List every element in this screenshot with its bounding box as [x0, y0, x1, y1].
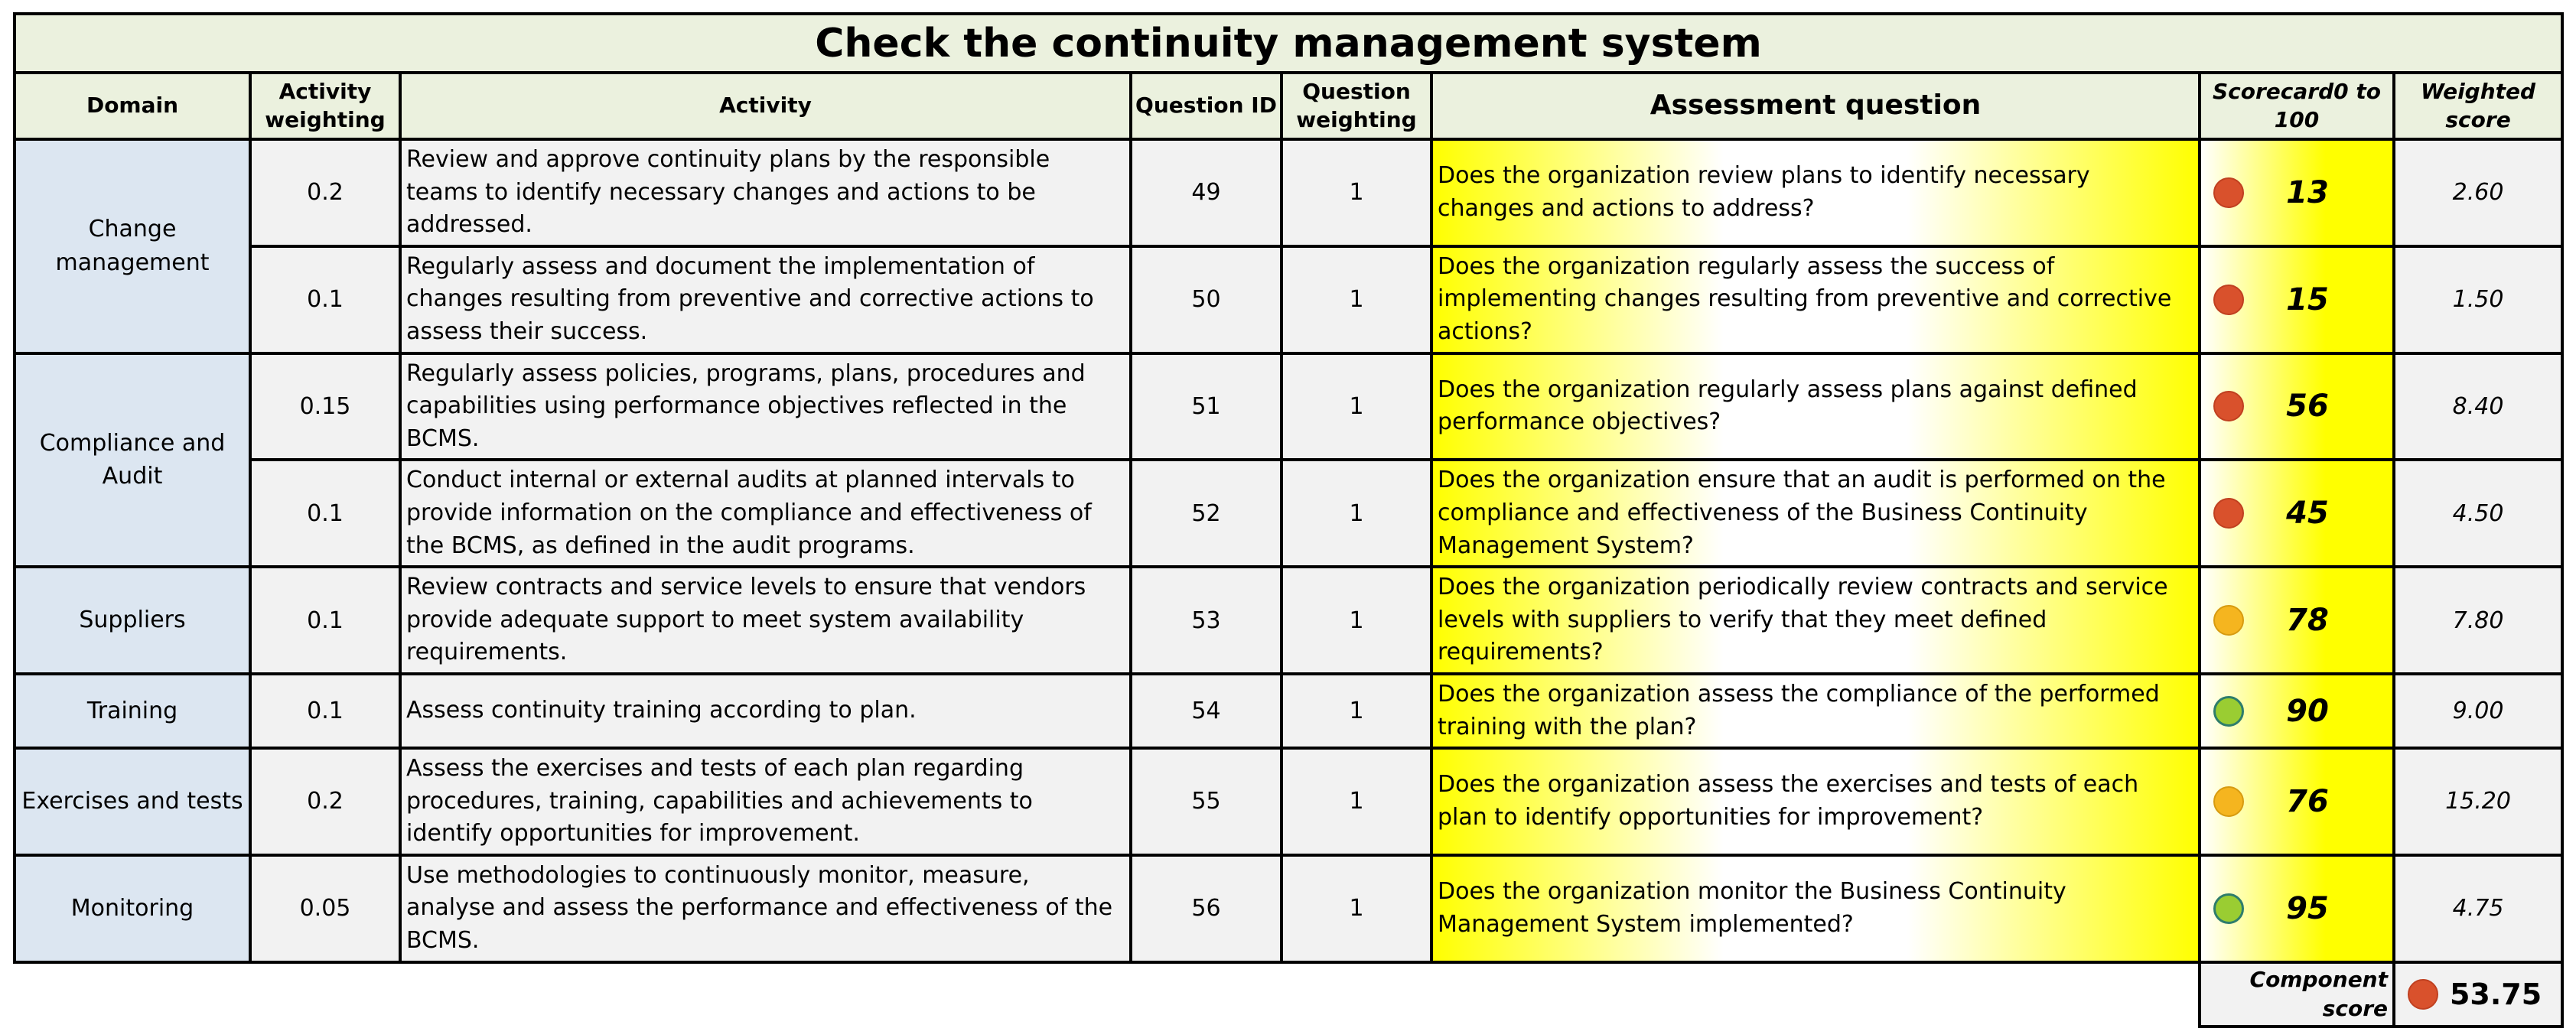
header-assessment-question: Assessment question	[1431, 73, 2200, 139]
header-domain: Domain	[15, 73, 250, 139]
question-id-cell: 52	[1131, 460, 1281, 567]
scorecard-cell	[2200, 139, 2394, 246]
question-id-cell: 51	[1131, 353, 1281, 460]
domain-cell: Compliance and Audit	[15, 353, 250, 568]
activity-weighting-cell: 0.1	[250, 246, 400, 353]
header-weighted-score: Weighted score	[2394, 73, 2562, 139]
assessment-question-cell: Does the organization assess the exercises and tests of each plan to identify opportunities for improvement?	[1431, 748, 2200, 855]
activity-cell: Conduct internal or external audits at planned intervals to provide information on the compliance and effectiveness of the BCMS, as defined in the audit programs.	[400, 460, 1131, 567]
assessment-question-cell: Does the organization review plans to identify necessary changes and actions to address?	[1431, 139, 2200, 246]
header-row	[15, 73, 2562, 139]
question-id-cell: 49	[1131, 139, 1281, 246]
score-value: 90	[2286, 693, 2329, 729]
activity-cell: Regularly assess and document the implementation of changes resulting from preventive and corrective actions to assess their success.	[400, 246, 1131, 353]
question-id-cell: 53	[1131, 567, 1281, 674]
table-row	[15, 460, 2562, 567]
activity-cell: Review contracts and service levels to ensure that vendors provide adequate support to meet system availability requirements.	[400, 567, 1131, 674]
weighted-score-cell: 9.00	[2394, 674, 2562, 748]
question-weighting-cell: 1	[1281, 460, 1431, 567]
scorecard-cell	[2200, 748, 2394, 855]
question-id-cell: 50	[1131, 246, 1281, 353]
header-question-weighting: Question weighting	[1281, 73, 1431, 139]
question-weighting-cell: 1	[1281, 139, 1431, 246]
activity-weighting-cell: 0.1	[250, 567, 400, 674]
question-weighting-cell: 1	[1281, 855, 1431, 962]
score-value: 13	[2286, 174, 2329, 210]
component-score-label: Component score	[2200, 962, 2394, 1026]
domain-cell: Monitoring	[15, 855, 250, 962]
score-value: 78	[2286, 603, 2329, 639]
component-score-value: 53.75	[2449, 977, 2542, 1011]
question-weighting-cell: 1	[1281, 748, 1431, 855]
activity-cell: Review and approve continuity plans by the responsible teams to identify necessary changes and actions to be addressed.	[400, 139, 1131, 246]
scorecard-cell	[2200, 246, 2394, 353]
weighted-score-cell: 8.40	[2394, 353, 2562, 460]
header-activity: Activity	[400, 73, 1131, 139]
activity-weighting-cell: 0.15	[250, 353, 400, 460]
score-value: 76	[2286, 783, 2329, 819]
weighted-score-cell: 2.60	[2394, 139, 2562, 246]
weighted-score-cell: 4.50	[2394, 460, 2562, 567]
table-row	[15, 674, 2562, 748]
status-indicator-icon	[2213, 498, 2244, 529]
score-value: 15	[2286, 281, 2329, 317]
question-weighting-cell: 1	[1281, 353, 1431, 460]
assessment-table	[13, 12, 2564, 1028]
weighted-score-cell: 15.20	[2394, 748, 2562, 855]
activity-cell: Assess continuity training according to plan.	[400, 674, 1131, 748]
component-score-row	[15, 962, 2562, 1026]
activity-weighting-cell: 0.1	[250, 674, 400, 748]
status-indicator-icon	[2213, 605, 2244, 636]
table-row	[15, 246, 2562, 353]
activity-cell: Assess the exercises and tests of each plan regarding procedures, training, capabilities and achievements to identify opportunities for improvement.	[400, 748, 1131, 855]
table-row	[15, 353, 2562, 460]
score-value: 56	[2286, 389, 2329, 425]
table-row	[15, 139, 2562, 246]
activity-weighting-cell: 0.2	[250, 139, 400, 246]
activity-weighting-cell: 0.1	[250, 460, 400, 567]
question-id-cell: 55	[1131, 748, 1281, 855]
table-row	[15, 855, 2562, 962]
weighted-score-cell: 7.80	[2394, 567, 2562, 674]
activity-cell: Regularly assess policies, programs, plans, procedures and capabilities using performance objectives reflected in the BCMS.	[400, 353, 1131, 460]
activity-weighting-cell: 0.2	[250, 748, 400, 855]
status-indicator-icon	[2213, 696, 2244, 727]
activity-weighting-cell: 0.05	[250, 855, 400, 962]
status-indicator-icon	[2213, 786, 2244, 817]
assessment-question-cell: Does the organization regularly assess the success of implementing changes resulting from preventive and corrective actions?	[1431, 246, 2200, 353]
weighted-score-cell: 1.50	[2394, 246, 2562, 353]
status-indicator-icon	[2213, 893, 2244, 924]
component-status-icon	[2408, 979, 2438, 1010]
question-weighting-cell: 1	[1281, 567, 1431, 674]
scorecard-cell	[2200, 674, 2394, 748]
assessment-question-cell: Does the organization ensure that an audit is performed on the compliance and effectiveness of the Business Continuity Management System?	[1431, 460, 2200, 567]
sheet-title: Check the continuity management system	[15, 14, 2562, 73]
domain-cell: Suppliers	[15, 567, 250, 674]
domain-cell: Exercises and tests	[15, 748, 250, 855]
question-id-cell: 56	[1131, 855, 1281, 962]
question-weighting-cell: 1	[1281, 246, 1431, 353]
domain-cell: Change management	[15, 139, 250, 353]
table-row	[15, 567, 2562, 674]
domain-cell: Training	[15, 674, 250, 748]
weighted-score-cell: 4.75	[2394, 855, 2562, 962]
assessment-question-cell: Does the organization monitor the Business Continuity Management System implemented?	[1431, 855, 2200, 962]
score-value: 95	[2286, 890, 2329, 926]
status-indicator-icon	[2213, 285, 2244, 315]
status-indicator-icon	[2213, 391, 2244, 421]
activity-cell: Use methodologies to continuously monitor, measure, analyse and assess the performance and effectiveness of the BCMS.	[400, 855, 1131, 962]
header-scorecard: Scorecard0 to 100	[2200, 73, 2394, 139]
scorecard-cell	[2200, 567, 2394, 674]
header-activity-weighting: Activity weighting	[250, 73, 400, 139]
status-indicator-icon	[2213, 177, 2244, 208]
assessment-question-cell: Does the organization periodically review contracts and service levels with suppliers to verify that they meet defined requirements?	[1431, 567, 2200, 674]
question-weighting-cell: 1	[1281, 674, 1431, 748]
component-score-cell	[2394, 962, 2562, 1026]
scorecard-cell	[2200, 460, 2394, 567]
assessment-question-cell: Does the organization assess the compliance of the performed training with the plan?	[1431, 674, 2200, 748]
header-question-id: Question ID	[1131, 73, 1281, 139]
scorecard-cell	[2200, 855, 2394, 962]
assessment-question-cell: Does the organization regularly assess plans against defined performance objectives?	[1431, 353, 2200, 460]
scorecard-cell	[2200, 353, 2394, 460]
table-row	[15, 748, 2562, 855]
question-id-cell: 54	[1131, 674, 1281, 748]
score-value: 45	[2286, 496, 2329, 532]
